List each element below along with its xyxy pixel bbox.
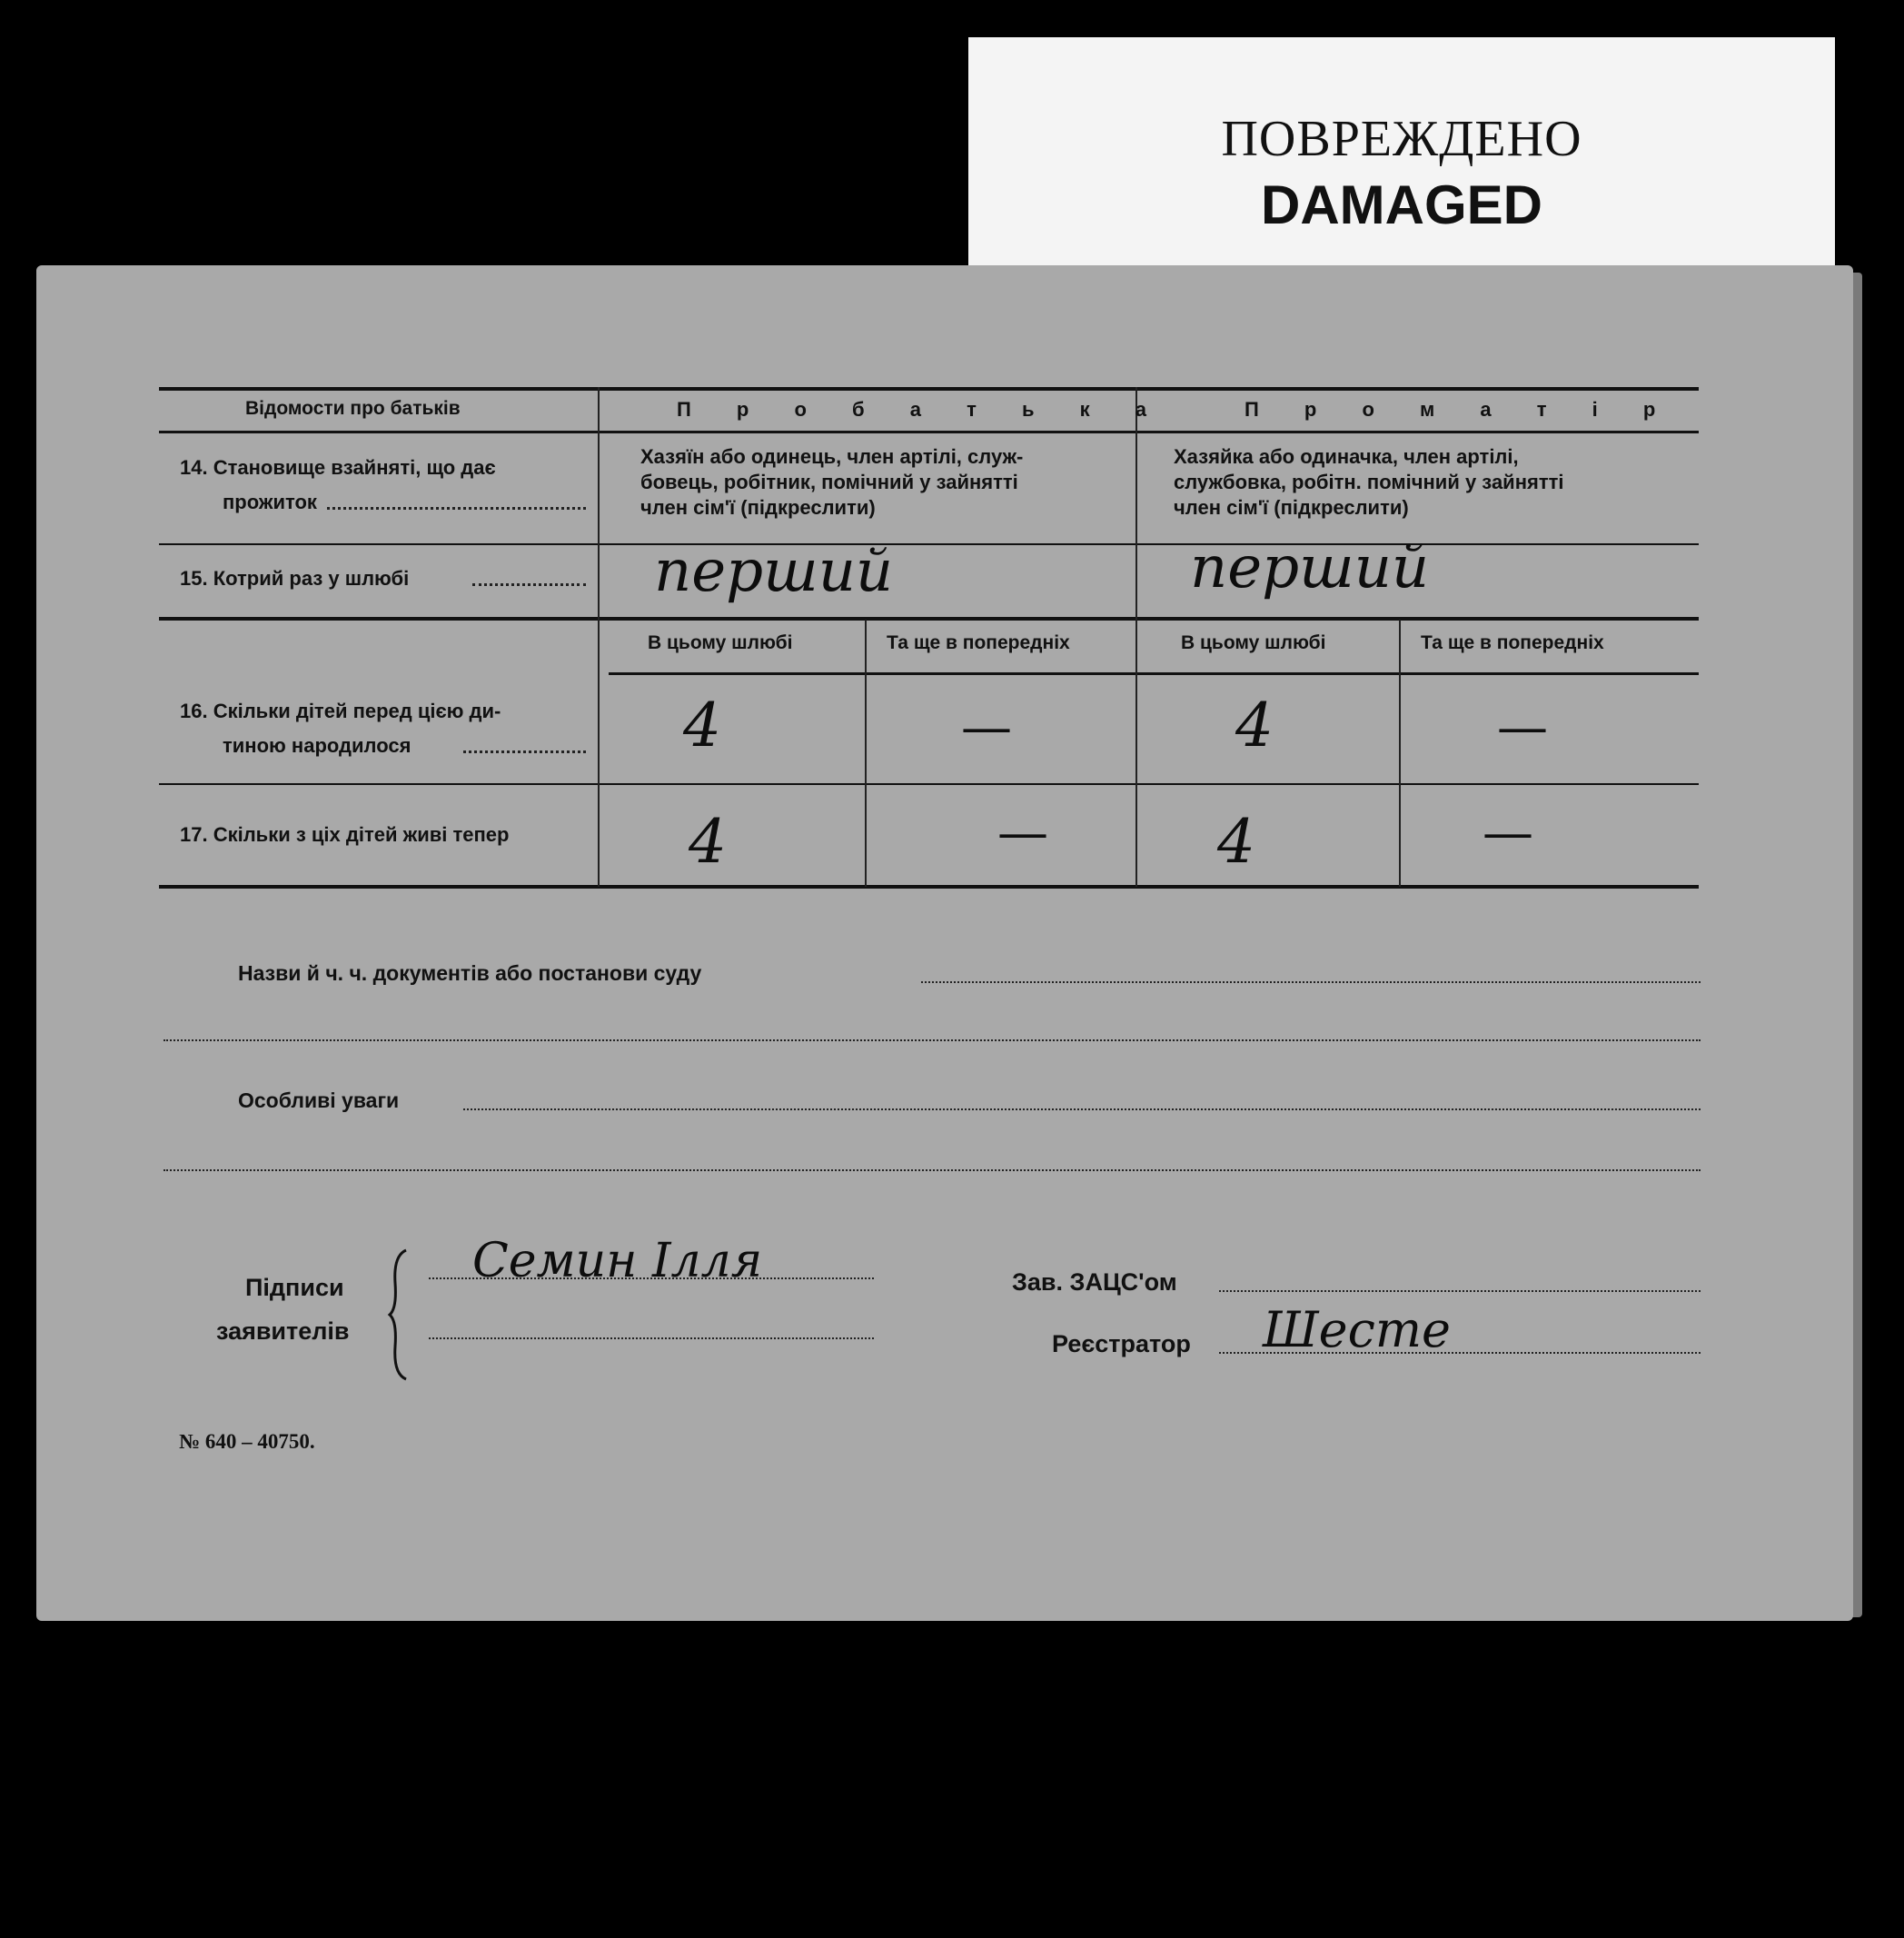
form-number: № 640 – 40750. (179, 1430, 315, 1453)
row14-label-line2: прожиток (223, 491, 317, 513)
applicant-signature-line-1 (429, 1277, 874, 1279)
row14-father-line2: бовець, робітник, помічний у зайнятті (640, 471, 1018, 493)
registrar-label: Реєстратор (1052, 1330, 1191, 1357)
row16-label-line1: 16. Скільки дітей перед цією ди- (180, 700, 501, 722)
subheader-mother-previous: Та ще в попередніх (1421, 632, 1604, 653)
row16-father-this: 4 (683, 691, 721, 760)
documents-line (921, 981, 1701, 983)
row14-mother-line1: Хазяйка або одиначка, член артілі, (1174, 445, 1519, 468)
signatures-brace (386, 1247, 413, 1383)
row15-dotted-leader (472, 583, 586, 586)
subheader-mother-this-marriage: В цьому шлюбі (1181, 632, 1326, 653)
damaged-stamp (968, 37, 1835, 273)
header-mother: П р о м а т і р (1245, 398, 1676, 421)
head-of-registry-line (1219, 1290, 1701, 1292)
row16-label-line2: тиною народилося (223, 734, 412, 757)
table-col-divider-1 (598, 387, 600, 887)
row15-label: 15. Котрий раз у шлюбі (180, 567, 410, 590)
row14-father-line1: Хазяїн або одинець, член артілі, служ- (640, 445, 1024, 468)
damaged-stamp-en: DAMAGED (1261, 174, 1542, 235)
row16-father-prev: — (961, 698, 1012, 757)
row16-mother-this: 4 (1235, 691, 1274, 760)
registrar-line (1219, 1352, 1701, 1354)
header-parents-info: Відомости про батьків (245, 398, 461, 419)
row16-mother-prev: — (1497, 698, 1548, 757)
row17-father-prev: — (997, 803, 1048, 862)
row17-mother-prev: — (1483, 803, 1533, 862)
remarks-line (463, 1108, 1701, 1110)
table-rule-row15 (159, 617, 1699, 621)
signatures-label-line1: Підписи (245, 1274, 344, 1301)
row17-father-this: 4 (689, 807, 727, 877)
table-rule-top (159, 387, 1699, 391)
row14-mother-line3: член сім'ї (підкреслити) (1174, 496, 1409, 519)
record-sheet (36, 265, 1853, 1621)
row15-mother-handwritten: перший (1190, 534, 1430, 601)
table-col-divider-2 (865, 620, 867, 887)
row15-father-handwritten: перший (654, 538, 894, 605)
row14-label-line1: 14. Становище взайняті, що дає (180, 456, 496, 479)
table-rule-row14 (159, 543, 1699, 545)
remarks-label: Особливі уваги (238, 1088, 400, 1112)
applicant-signature: Семин Ілля (472, 1234, 763, 1288)
registrar-signature: Шесте (1263, 1301, 1451, 1358)
applicant-signature-line-2 (429, 1337, 874, 1339)
row14-mother-line2: службовка, робітн. помічний у зайнятті (1174, 471, 1564, 493)
damaged-stamp-ru: ПОВРЕЖДЕНО (1221, 111, 1582, 167)
table-rule-subheader (609, 672, 1699, 675)
signatures-label-line2: заявителів (216, 1317, 350, 1345)
remarks-line-2 (164, 1169, 1701, 1171)
row14-father-line3: член сім'ї (підкреслити) (640, 496, 876, 519)
table-rule-row16 (159, 783, 1699, 785)
documents-line-2 (164, 1039, 1701, 1041)
table-col-divider-3 (1135, 387, 1137, 887)
header-father: П р о б а т ь к а (677, 398, 1166, 421)
subheader-father-previous: Та ще в попередніх (887, 632, 1070, 653)
row16-dotted-leader (463, 750, 586, 753)
table-rule-header (159, 431, 1699, 433)
documents-label: Назви й ч. ч. документів або постанови суду (238, 961, 702, 985)
row14-dotted-leader (327, 507, 586, 510)
subheader-father-this-marriage: В цьому шлюбі (648, 632, 793, 653)
row17-label: 17. Скільки з ціх дітей живі тепер (180, 823, 510, 846)
table-col-divider-4 (1399, 620, 1401, 887)
table-rule-bottom (159, 885, 1699, 889)
head-of-registry-label: Зав. ЗАЦС'ом (1012, 1268, 1177, 1296)
row17-mother-this: 4 (1217, 807, 1255, 877)
